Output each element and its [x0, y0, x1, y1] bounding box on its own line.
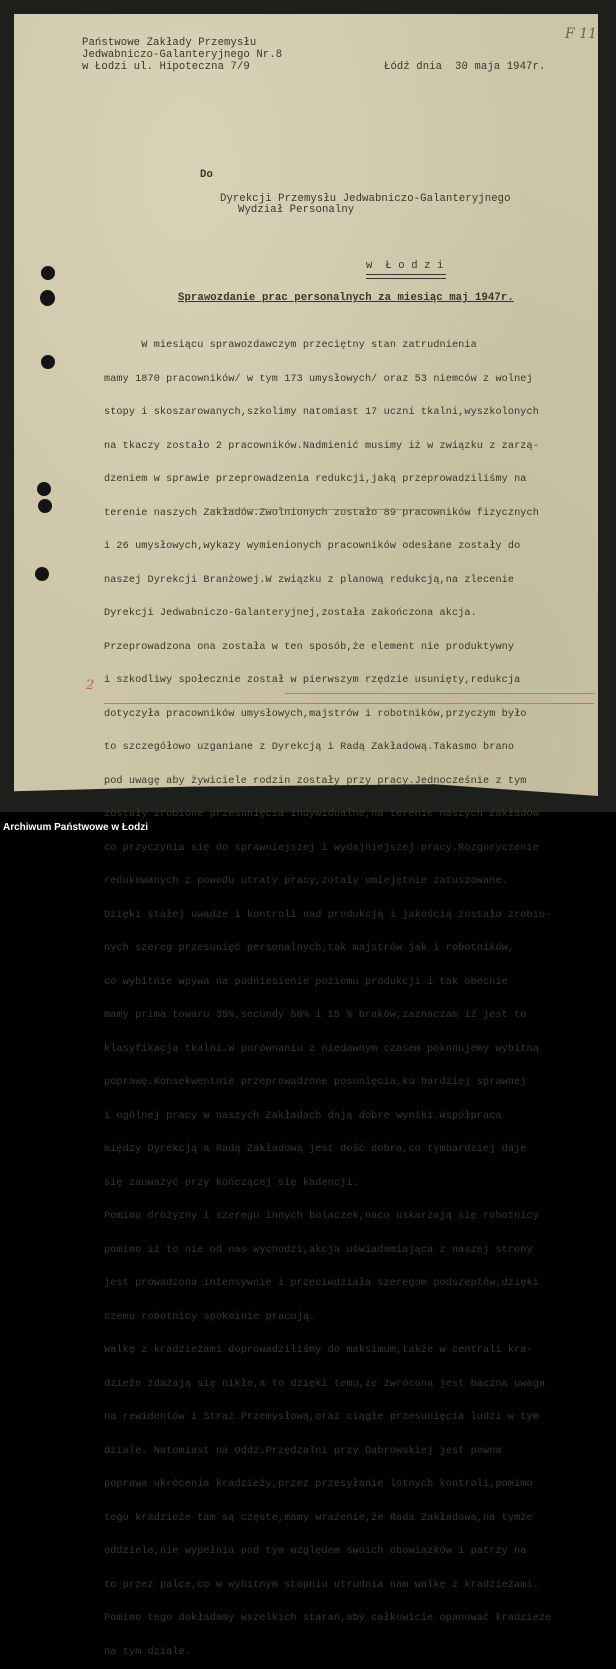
body-line: to szczegółowo uzganiane z Dyrekcją i Radą Zakładową.Takasmo brano — [104, 742, 515, 754]
body-line: mamy 1870 pracowników/ w tym 173 umysłowych/ oraz 53 niemców z wolnej — [104, 373, 533, 385]
body-line: czemu robotnicy spokoinie pracują. — [104, 1311, 316, 1323]
sender-line-2: Jedwabniczo-Galanteryjnego Nr.8 — [82, 49, 283, 61]
body-line: dziale. Natomiast na Oddz.Przędzalni przy Dąbrowskiej jest pewna — [104, 1445, 502, 1457]
body-line: co wybitnie wpywa na podniesienie poziomu produkcji i tak obecnie — [104, 976, 508, 988]
red-underline — [104, 703, 594, 704]
punch-hole — [35, 567, 49, 581]
body-line: Przeprowadzona ona została w ten sposób,że element nie produktywny — [104, 641, 515, 653]
red-underline — [210, 509, 445, 510]
body-line: Pomimo tego dokładamy wszelkich starań,aby całkowicie opanować kradzieże — [104, 1613, 552, 1625]
body-line: zostały zrobione przesunięcia indywidualne,na terenie naszych Zakładów — [104, 809, 539, 821]
body-line: i 26 umysłowych,wykazy wymienionych pracowników odesłane zostały do — [104, 541, 521, 553]
body-line: na tkaczy zostało 2 pracowników.Nadmienić musimy iż w związku z zarzą- — [104, 440, 539, 452]
sender-line-1: Państwowe Zakłady Przemysłu — [82, 37, 257, 49]
body-line: Walkę z kradzieżami doprowadziliśmy do maksimum,także w centrali kra- — [104, 1345, 533, 1357]
body-line: na rewidentów i Straż Przemysłową,oraz ciągłe przesunięcia ludzi w tym — [104, 1412, 539, 1424]
body-line: się zauważyć przy kończącej się kadencji. — [104, 1177, 359, 1189]
body-line: to przez palce,co w wybitnym stopniu utrudnia nam walkę z kradzieżami. — [104, 1579, 539, 1591]
body-line: poprawę.Konsekwentnie przeprowadzone posunięcia,ku bardziej sprawnej — [104, 1077, 527, 1089]
body-line: poprawa ukrócenia kradzieży,przez przesyłanie lotnych kontroli,pomimo — [104, 1479, 533, 1491]
body-line: dzieże zdażają się nikłe,a to dzięki temu,że zwrócona jest baczna uwaga — [104, 1378, 546, 1390]
addressee-line-2: Wydział Personalny — [238, 204, 355, 216]
body-line: i szkodliwy społecznie został w pierwszym rzędzie usunięty,redukcja — [104, 675, 521, 687]
body-line: klasyfikacja tkalni.W porównaniu z niedawnym czasem pokonujemy wybitną — [104, 1043, 539, 1055]
punch-hole — [37, 482, 51, 496]
report-body — [104, 318, 551, 1669]
body-line: stopy i skoszarowanych,szkolimy natomiast 17 uczni tkalni,wyszkolonych — [104, 407, 539, 419]
archive-label: Archiwum Państwowe w Łodzi — [3, 822, 149, 833]
body-line: Dyrekcji Jedwabniczo-Galanteryjnej,została zakończona akcja. — [104, 608, 477, 620]
body-line: nych szereg przesunięć personalnych,tak majstrów jak i robotników, — [104, 943, 515, 955]
body-line: dzeniem w sprawie przeprowadzenia redukcji,jaką przeprowadziliśmy na — [104, 474, 527, 486]
body-line: i ogólnej pracy w naszych Zakładach dają dobre wyniki.Współpraca — [104, 1110, 502, 1122]
body-line: tego kradzieże tam są częste,mamy wrażenie,że Rada Zakładowa,na tymże — [104, 1512, 533, 1524]
body-line: Pomimo drożyzny i szeregu innych bolaczek,naco uskarżają się robotnicy — [104, 1211, 539, 1223]
addressee-city: w Ł o d z i — [366, 260, 444, 272]
city-double-underline — [366, 274, 446, 279]
body-line: terenie naszych Zakładów.Zwolnionych zostało 89 pracowników fizycznych — [104, 507, 539, 519]
archive-annotation: F 11 — [565, 26, 597, 42]
margin-mark: 2 — [86, 678, 95, 693]
punch-hole — [41, 266, 55, 280]
punch-hole — [38, 499, 52, 513]
red-underline — [285, 693, 595, 694]
body-line: redukowanych z powodu utraty pracy,zotały umiejętnie zatuszowane. — [104, 876, 508, 888]
sender-line-3: w Łodzi ul. Hipoteczna 7/9 — [82, 61, 250, 73]
body-line: oddziele,nie wypełnia pod tym względem swoich obowiązków i patrzy na — [104, 1546, 527, 1558]
body-line: pod uwagę aby żywiciele rodzin zostały przy pracy.Jednocześnie z tym — [104, 775, 527, 787]
body-line: dotyczyła pracowników umysłowych,majstrów i robotników,przyczym było — [104, 708, 527, 720]
punch-hole — [41, 355, 55, 369]
punch-hole — [40, 290, 55, 306]
body-line: co przyczynia się do sprawniejszej i wydajniejszej pracy.Rozgoryczenie — [104, 842, 539, 854]
document-date: Łódź dnia 30 maja 1947r. — [384, 61, 546, 73]
body-line: W miesiącu sprawozdawczym przeciętny stan zatrudnienia — [104, 340, 477, 352]
body-line: na tym dziale. — [104, 1646, 191, 1658]
body-line: jest prowadzona intensywnie i przeciwdziała szeregom podszeptów,dzięki — [104, 1278, 539, 1290]
body-line: naszej Dyrekcji Branżowej.W związku z planową redukcją,na zlecenie — [104, 574, 515, 586]
body-line: mamy prima towaru 35%,secundy 50% i 15 % braków,zaznaczam iż jest to — [104, 1010, 527, 1022]
body-line: pomimo iż to nie od nas wychodzi,akcja uświadamiająca z naszej strony — [104, 1244, 533, 1256]
report-title: Sprawozdanie prac personalnych za miesiąc maj 1947r. — [178, 292, 514, 304]
body-line: Dzięki stałej uwadze i kontroli nad produkcją i jakością zostało zrobio- — [104, 909, 552, 921]
body-line: między Dyrekcją a Radą Zakładową jest dość dobra,co tymbardziej daje — [104, 1144, 527, 1156]
addressee-to: Do — [200, 169, 213, 181]
addressee-line-1: Dyrekcji Przemysłu Jedwabniczo-Galanteryjnego — [220, 193, 511, 205]
